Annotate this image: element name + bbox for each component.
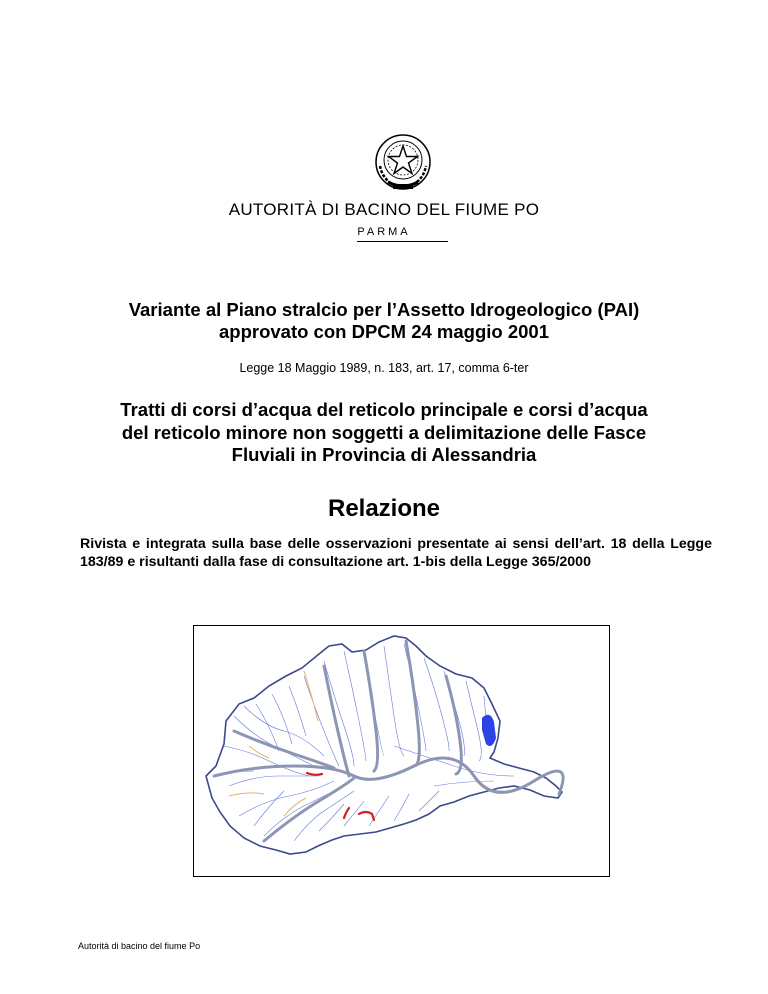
section-heading: Relazione	[327, 495, 441, 522]
intro-paragraph: Rivista e integrata sulla base delle osservazioni presentate ai sensi dell’art. 18 della Legge 183/89 e risultanti dalla fase di consultazione art. 1-bis della Legge 365/2000	[80, 536, 712, 570]
subject-line: Tratti di corsi d’acqua del reticolo principale e corsi d’acqua	[120, 399, 648, 420]
document-title	[0, 299, 768, 343]
divider	[357, 241, 448, 242]
title-line: Variante al Piano stralcio per l’Assetto Idrogeologico (PAI)	[128, 299, 640, 320]
river-network-map-icon	[194, 626, 609, 876]
city-name: PARMA	[357, 226, 411, 238]
subject-line: del reticolo minore non soggetti a delimitazione delle Fasce	[121, 421, 647, 443]
subject-line: Fluviali in Provincia di Alessandria	[231, 444, 537, 465]
basin-outline	[206, 636, 562, 854]
law-reference: Legge 18 Maggio 1989, n. 183, art. 17, comma 6-ter	[239, 361, 529, 375]
river-network-map	[193, 625, 610, 877]
authority-name: AUTORITÀ DI BACINO DEL FIUME PO	[228, 200, 540, 219]
title-line: approvato con DPCM 24 maggio 2001	[218, 321, 549, 342]
document-subject	[0, 399, 768, 467]
footer-text: Autorità di bacino del fiume Po	[78, 941, 201, 951]
italian-republic-emblem-icon	[372, 132, 434, 194]
